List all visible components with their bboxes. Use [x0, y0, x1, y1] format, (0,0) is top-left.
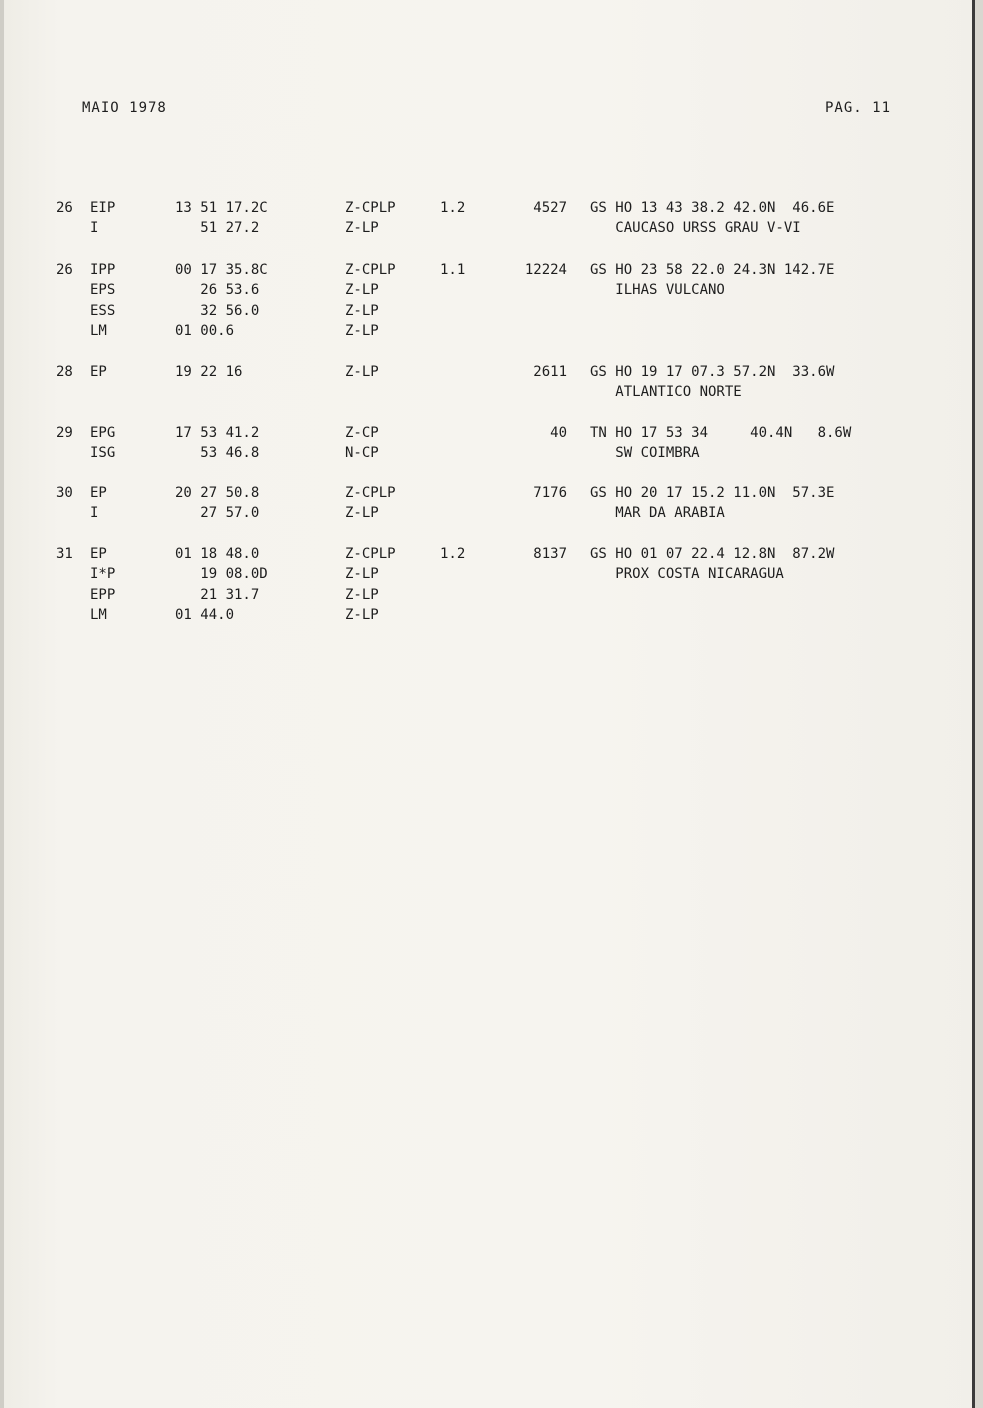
cell-ref: ILHAS VULCANO [590, 282, 725, 299]
cell-comp: Z-CPLP [345, 200, 396, 216]
table-row [0, 198, 980, 218]
table-row [0, 564, 980, 584]
page-number: PAG. 11 [825, 100, 892, 116]
cell-comp: Z-LP [345, 220, 379, 237]
cell-phase: ISG [90, 445, 116, 462]
cell-phase: EP [90, 546, 107, 562]
cell-day: 30 [56, 485, 73, 501]
cell-comp: Z-LP [345, 586, 379, 603]
cell-time: 19 22 16 [175, 364, 243, 380]
cell-dist: 40 [550, 425, 567, 441]
cell-phase: LM [90, 606, 107, 623]
cell-time: 32 56.0 [175, 302, 260, 319]
cell-ref: ATLANTICO NORTE [590, 384, 742, 401]
cell-time: 27 57.0 [175, 505, 260, 522]
table-row [0, 544, 980, 564]
cell-comp: Z-CPLP [345, 262, 396, 278]
cell-time: 21 31.7 [175, 586, 260, 603]
table-row [0, 218, 980, 238]
cell-comp: Z-LP [345, 282, 379, 299]
table-row [0, 362, 980, 382]
cell-comp: Z-CP [345, 425, 379, 441]
cell-phase: I [90, 505, 99, 522]
cell-ref: GS HO 01 07 22.4 12.8N 87.2W [590, 546, 835, 562]
cell-comp: Z-CPLP [345, 485, 396, 501]
cell-comp: N-CP [345, 445, 379, 462]
cell-ref: GS HO 23 58 22.0 24.3N 142.7E [590, 262, 835, 278]
table-row [0, 605, 980, 625]
cell-time: 01 44.0 [175, 606, 235, 623]
table-row [0, 423, 980, 443]
table-row [0, 443, 980, 463]
cell-ref: CAUCASO URSS GRAU V-VI [590, 220, 801, 237]
cell-phase: I*P [90, 566, 116, 583]
table-row [0, 503, 980, 523]
cell-comp: Z-LP [345, 302, 379, 319]
cell-t: 1.2 [440, 200, 466, 216]
cell-dist: 7176 [533, 485, 567, 501]
cell-phase: EPG [90, 425, 116, 441]
cell-comp: Z-LP [345, 364, 379, 380]
cell-time: 00 17 35.8C [175, 262, 268, 278]
cell-phase: EPS [90, 282, 116, 299]
cell-t: 1.2 [440, 546, 466, 562]
cell-dist: 4527 [533, 200, 567, 216]
cell-phase: EIP [90, 200, 116, 216]
cell-time: 19 08.0D [175, 566, 268, 583]
cell-day: 29 [56, 425, 73, 441]
cell-phase: EPP [90, 586, 116, 603]
cell-comp: Z-LP [345, 505, 379, 522]
cell-phase: EP [90, 485, 107, 501]
cell-day: 31 [56, 546, 73, 562]
cell-time: 53 46.8 [175, 445, 260, 462]
cell-dist: 8137 [533, 546, 567, 562]
cell-day: 26 [56, 262, 73, 278]
table-row [0, 483, 980, 503]
cell-time: 26 53.6 [175, 282, 260, 299]
cell-time: 13 51 17.2C [175, 200, 268, 216]
cell-dist: 2611 [533, 364, 567, 380]
cell-time: 17 53 41.2 [175, 425, 260, 441]
cell-comp: Z-CPLP [345, 546, 396, 562]
month-header: MAIO 1978 [82, 100, 167, 116]
cell-phase: I [90, 220, 99, 237]
cell-ref: PROX COSTA NICARAGUA [590, 566, 784, 583]
cell-phase: IPP [90, 262, 116, 278]
cell-ref: GS HO 13 43 38.2 42.0N 46.6E [590, 200, 835, 216]
table-row [0, 321, 980, 341]
cell-phase: ESS [90, 302, 116, 319]
table-row [0, 585, 980, 605]
cell-time: 01 00.6 [175, 322, 235, 339]
table-row [0, 382, 980, 402]
table-row [0, 280, 980, 300]
cell-time: 51 27.2 [175, 220, 260, 237]
cell-ref: MAR DA ARABIA [590, 505, 725, 522]
cell-ref: TN HO 17 53 34 40.4N 8.6W [590, 425, 852, 441]
cell-t: 1.1 [440, 262, 466, 278]
cell-comp: Z-LP [345, 606, 379, 623]
cell-phase: LM [90, 322, 107, 339]
cell-time: 01 18 48.0 [175, 546, 260, 562]
cell-day: 26 [56, 200, 73, 216]
cell-time: 20 27 50.8 [175, 485, 260, 501]
cell-comp: Z-LP [345, 322, 379, 339]
cell-phase: EP [90, 364, 107, 380]
cell-comp: Z-LP [345, 566, 379, 583]
table-row [0, 260, 980, 280]
cell-ref: GS HO 19 17 07.3 57.2N 33.6W [590, 364, 835, 380]
table-row [0, 301, 980, 321]
cell-ref: SW COIMBRA [590, 445, 700, 462]
cell-dist: 12224 [524, 262, 567, 278]
cell-day: 28 [56, 364, 73, 380]
cell-ref: GS HO 20 17 15.2 11.0N 57.3E [590, 485, 835, 501]
